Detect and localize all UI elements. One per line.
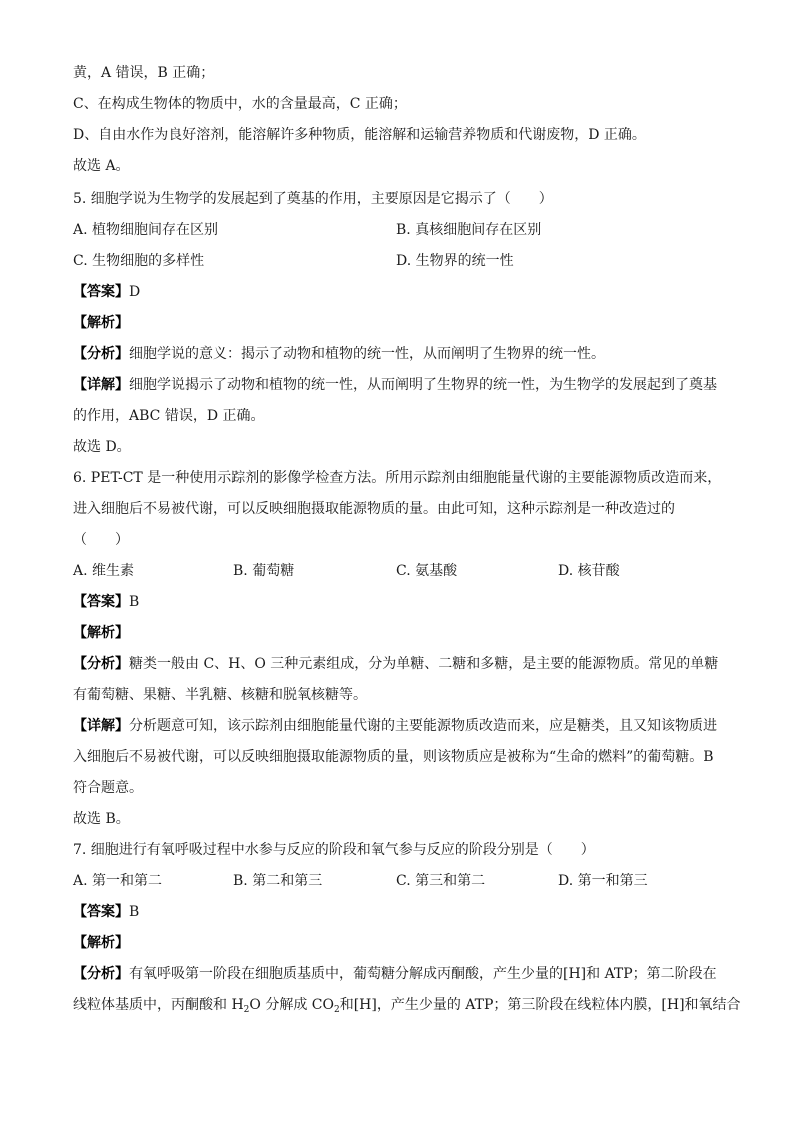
answer-tag: 【答案】 [73,594,129,610]
option-row [73,556,723,587]
analysis-heading [73,308,723,339]
answer-line [73,277,723,308]
option-c: C. 氨基酸 [396,563,458,579]
option-d: D. 生物界的统一性 [396,253,514,269]
text-line: D、自由水作为良好溶剂，能溶解许多种物质，能溶解和运输营养物质和代谢废物，D 正确。 [73,127,646,143]
xiangjie-line [73,370,723,401]
fenxi-text: 有氧呼吸第一阶段在细胞质基质中，葡萄糖分解成丙酮酸，产生少量的[H]和 ATP；第二阶段在 [129,966,717,982]
answer-value: B [129,904,140,920]
option-d: D. 核苷酸 [558,563,620,579]
xiangjie-line: 的作用，ABC 错误，D 正确。 [73,408,265,424]
fenxi-tag: 【分析】 [73,656,129,672]
xiangjie-tag: 【详解】 [73,377,129,393]
fenxi-line [73,959,723,990]
fenxi-text: 糖类一般由 C、H、O 三种元素组成，分为单糖、二糖和多糖，是主要的能源物质。常见的单糖 [129,656,719,672]
fenxi-tag: 【分析】 [73,346,129,362]
choose-line: 故选 A。 [73,158,130,174]
fenxi-text: 细胞学说的意义：揭示了动物和植物的统一性，从而阐明了生物界的统一性。 [129,346,605,362]
text-line: C、在构成生物体的物质中，水的含量最高，C 正确； [73,96,407,112]
answer-tag: 【答案】 [73,904,129,920]
document-page [73,58,741,1021]
xiangjie-line: 入细胞后不易被代谢，可以反映细胞摄取能源物质的量，则该物质应是被称为“生命的燃料”的葡萄糖。B [73,749,714,765]
fenxi-line [73,339,723,370]
question-6-stem: （ ） [73,532,129,548]
analysis-tag: 【解析】 [73,315,129,331]
option-row [73,246,723,277]
option-a: A. 植物细胞间存在区别 [73,222,219,238]
choose-line: 故选 D。 [73,439,131,455]
option-a: A. 维生素 [73,563,135,579]
fenxi-text: O 分解成 CO [249,997,334,1013]
analysis-heading [73,618,723,649]
option-b: B. 第二和第三 [233,873,323,889]
option-b: B. 葡萄糖 [233,563,295,579]
fenxi-text: 和[H]，产生少量的 ATP；第三阶段在线粒体内膜，[H]和氧结合 [339,997,741,1013]
question-6-stem: 6. PET-CT 是一种使用示踪剂的影像学检查方法。所用示踪剂由细胞能量代谢的主要能源物质改造而来， [73,470,722,486]
choose-line: 故选 B。 [73,811,130,827]
xiangjie-tag: 【详解】 [73,718,129,734]
fenxi-line: 有葡萄糖、果糖、半乳糖、核糖和脱氧核糖等。 [73,687,367,703]
answer-line [73,587,723,618]
fenxi-text: 线粒体基质中，丙酮酸和 H [73,997,244,1013]
option-c: C. 生物细胞的多样性 [73,253,205,269]
xiangjie-text: 分析题意可知，该示踪剂由细胞能量代谢的主要能源物质改造而来，应是糖类，且又知该物质进 [129,718,717,734]
option-row [73,866,723,897]
analysis-tag: 【解析】 [73,625,129,641]
fenxi-line [73,990,741,1021]
answer-line [73,897,723,928]
option-a: A. 第一和第二 [73,873,163,889]
answer-value: B [129,594,140,610]
subscript: 2 [243,1005,250,1015]
fenxi-line [73,649,723,680]
fenxi-tag: 【分析】 [73,966,129,982]
analysis-heading [73,928,723,959]
question-5-stem: 5. 细胞学说为生物学的发展起到了奠基的作用，主要原因是它揭示了（ ） [73,191,553,207]
option-d: D. 第一和第三 [558,873,648,889]
option-row [73,215,723,246]
question-7-stem: 7. 细胞进行有氧呼吸过程中水参与反应的阶段和氧气参与反应的阶段分别是（ ） [73,842,595,858]
answer-tag: 【答案】 [73,284,129,300]
text-line: 黄，A 错误，B 正确； [73,65,215,81]
option-b: B. 真核细胞间存在区别 [396,222,542,238]
analysis-tag: 【解析】 [73,935,129,951]
xiangjie-text: 细胞学说揭示了动物和植物的统一性，从而阐明了生物界的统一性，为生物学的发展起到了奠基 [129,377,717,393]
xiangjie-line [73,711,723,742]
option-c: C. 第三和第二 [396,873,486,889]
subscript: 2 [333,1005,340,1015]
question-6-stem: 进入细胞后不易被代谢，可以反映细胞摄取能源物质的量。由此可知，这种示踪剂是一种改造过的 [73,501,675,517]
xiangjie-line: 符合题意。 [73,780,143,796]
answer-value: D [129,284,141,300]
